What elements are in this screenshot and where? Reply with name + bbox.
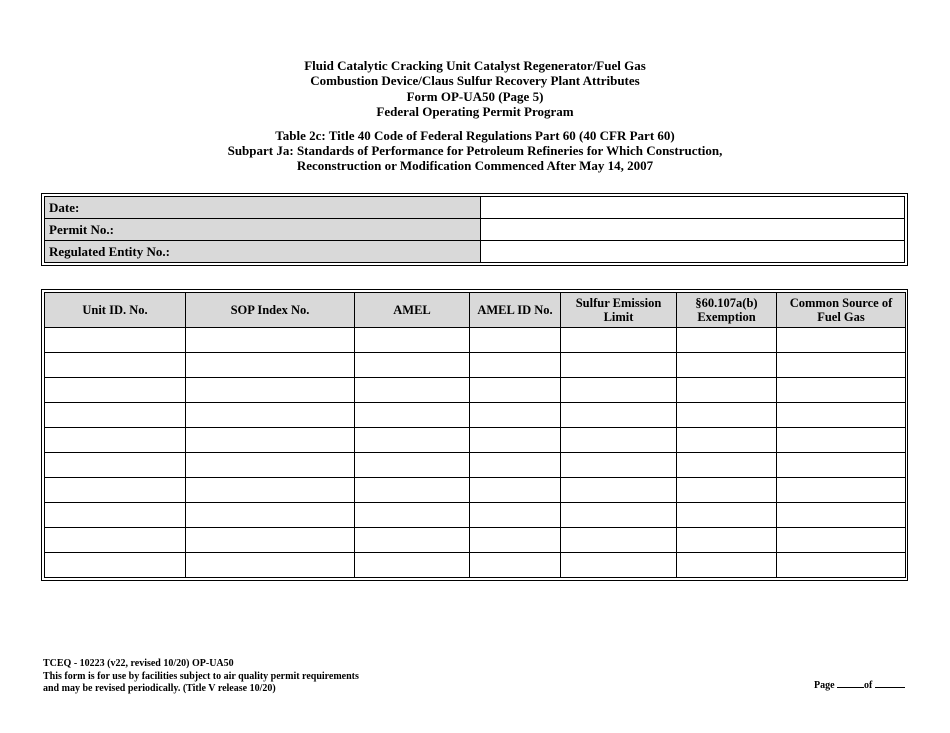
table-cell[interactable]: [355, 503, 470, 528]
table-header-row: [45, 293, 906, 328]
attributes-table: [41, 289, 908, 581]
table-cell[interactable]: [355, 428, 470, 453]
table-cell[interactable]: [355, 453, 470, 478]
program-name: Federal Operating Permit Program: [376, 104, 574, 120]
column-header-amel-id: AMEL ID No.: [470, 293, 561, 328]
table-cell[interactable]: [355, 378, 470, 403]
table-cell[interactable]: [45, 553, 186, 578]
table-cell[interactable]: [561, 478, 677, 503]
table-cell[interactable]: [677, 353, 777, 378]
page-number-blank[interactable]: [837, 687, 864, 688]
entity-info-table: [41, 193, 908, 266]
table-cell[interactable]: [777, 453, 906, 478]
date-label: Date:: [45, 197, 481, 219]
table-cell[interactable]: [45, 428, 186, 453]
table-cell[interactable]: [777, 328, 906, 353]
table-cell[interactable]: [561, 328, 677, 353]
table-cell[interactable]: [470, 553, 561, 578]
page-number-field: [814, 680, 905, 691]
of-label: of: [864, 680, 873, 691]
table-cell[interactable]: [561, 353, 677, 378]
table-cell[interactable]: [355, 528, 470, 553]
table-cell[interactable]: [777, 478, 906, 503]
table-cell[interactable]: [470, 453, 561, 478]
table-cell[interactable]: [186, 553, 355, 578]
form-header: [0, 58, 950, 174]
table-cell[interactable]: [561, 553, 677, 578]
table-cell[interactable]: [677, 528, 777, 553]
column-header-sulfur-emission-limit: Sulfur Emission Limit: [561, 293, 677, 328]
regulated-entity-label: Regulated Entity No.:: [45, 241, 481, 263]
table-cell[interactable]: [677, 503, 777, 528]
table-cell[interactable]: [677, 553, 777, 578]
table-cell[interactable]: [45, 478, 186, 503]
table-cell[interactable]: [677, 453, 777, 478]
table-cell[interactable]: [777, 353, 906, 378]
table-cell[interactable]: [45, 403, 186, 428]
column-header-unit-id: Unit ID. No.: [45, 293, 186, 328]
table-cell[interactable]: [45, 453, 186, 478]
table-cell[interactable]: [470, 328, 561, 353]
table-cell[interactable]: [355, 353, 470, 378]
table-cell[interactable]: [470, 403, 561, 428]
table-cell[interactable]: [470, 378, 561, 403]
table-cell[interactable]: [470, 528, 561, 553]
table-title-line3: Reconstruction or Modification Commenced After May 14, 2007: [296, 158, 654, 174]
table-cell[interactable]: [777, 503, 906, 528]
table-row: [45, 328, 906, 353]
table-cell[interactable]: [186, 428, 355, 453]
table-cell[interactable]: [186, 328, 355, 353]
form-title-line1: Fluid Catalytic Cracking Unit Catalyst Regenerator/Fuel Gas: [304, 58, 646, 73]
table-cell[interactable]: [677, 378, 777, 403]
info-row-entity: [45, 241, 905, 263]
page-label: Page: [814, 680, 835, 691]
table-cell[interactable]: [355, 553, 470, 578]
info-row-date: [45, 197, 905, 219]
table-cell[interactable]: [186, 378, 355, 403]
table-cell[interactable]: [186, 503, 355, 528]
table-cell[interactable]: [777, 428, 906, 453]
footer-note-line1: This form is for use by facilities subject to air quality permit requirements: [43, 670, 359, 682]
table-cell[interactable]: [470, 478, 561, 503]
table-cell[interactable]: [45, 503, 186, 528]
table-cell[interactable]: [186, 353, 355, 378]
table-cell[interactable]: [45, 528, 186, 553]
permit-no-field[interactable]: [481, 219, 905, 241]
table-row: [45, 378, 906, 403]
table-row: [45, 428, 906, 453]
table-cell[interactable]: [777, 378, 906, 403]
table-cell[interactable]: [561, 453, 677, 478]
table-cell[interactable]: [355, 403, 470, 428]
table-cell[interactable]: [355, 478, 470, 503]
regulated-entity-field[interactable]: [481, 241, 905, 263]
table-row: [45, 453, 906, 478]
table-cell[interactable]: [45, 328, 186, 353]
table-row: [45, 353, 906, 378]
column-header-amel: AMEL: [355, 293, 470, 328]
table-cell[interactable]: [777, 528, 906, 553]
table-cell[interactable]: [677, 328, 777, 353]
table-cell[interactable]: [45, 378, 186, 403]
table-cell[interactable]: [186, 403, 355, 428]
table-cell[interactable]: [677, 428, 777, 453]
table-body: [45, 328, 906, 578]
table-cell[interactable]: [470, 503, 561, 528]
footer-note-line2: and may be revised periodically. (Title V release 10/20): [43, 683, 276, 694]
table-cell[interactable]: [186, 528, 355, 553]
column-header-exemption: §60.107a(b) Exemption: [677, 293, 777, 328]
table-title-line2: Subpart Ja: Standards of Performance for Petroleum Refineries for Which Construction,: [227, 143, 723, 159]
info-row-permit: [45, 219, 905, 241]
table-row: [45, 503, 906, 528]
date-field[interactable]: [481, 197, 905, 219]
table-cell[interactable]: [470, 353, 561, 378]
table-cell[interactable]: [561, 378, 677, 403]
table-cell[interactable]: [45, 353, 186, 378]
table-cell[interactable]: [777, 403, 906, 428]
table-cell[interactable]: [777, 553, 906, 578]
form-footer: [43, 658, 359, 696]
table-cell[interactable]: [355, 328, 470, 353]
table-cell[interactable]: [186, 478, 355, 503]
table-cell[interactable]: [186, 453, 355, 478]
column-header-common-source-fuel-gas: Common Source of Fuel Gas: [777, 293, 906, 328]
table-row: [45, 403, 906, 428]
table-cell[interactable]: [677, 478, 777, 503]
table-cell[interactable]: [561, 503, 677, 528]
form-number: Form OP-UA50 (Page 5): [406, 88, 544, 104]
form-title-line2: Combustion Device/Claus Sulfur Recovery Plant Attributes: [310, 73, 640, 89]
table-cell[interactable]: [470, 428, 561, 453]
table-row: [45, 553, 906, 578]
permit-no-label: Permit No.:: [45, 219, 481, 241]
table-cell[interactable]: [561, 428, 677, 453]
table-row: [45, 528, 906, 553]
column-header-sop-index: SOP Index No.: [186, 293, 355, 328]
table-cell[interactable]: [561, 528, 677, 553]
footer-form-id: TCEQ - 10223 (v22, revised 10/20) OP-UA50: [43, 658, 234, 669]
table-cell[interactable]: [561, 403, 677, 428]
table-cell[interactable]: [677, 403, 777, 428]
page-total-blank[interactable]: [875, 687, 905, 688]
table-title-line1: Table 2c: Title 40 Code of Federal Regulations Part 60 (40 CFR Part 60): [275, 127, 675, 143]
table-row: [45, 478, 906, 503]
